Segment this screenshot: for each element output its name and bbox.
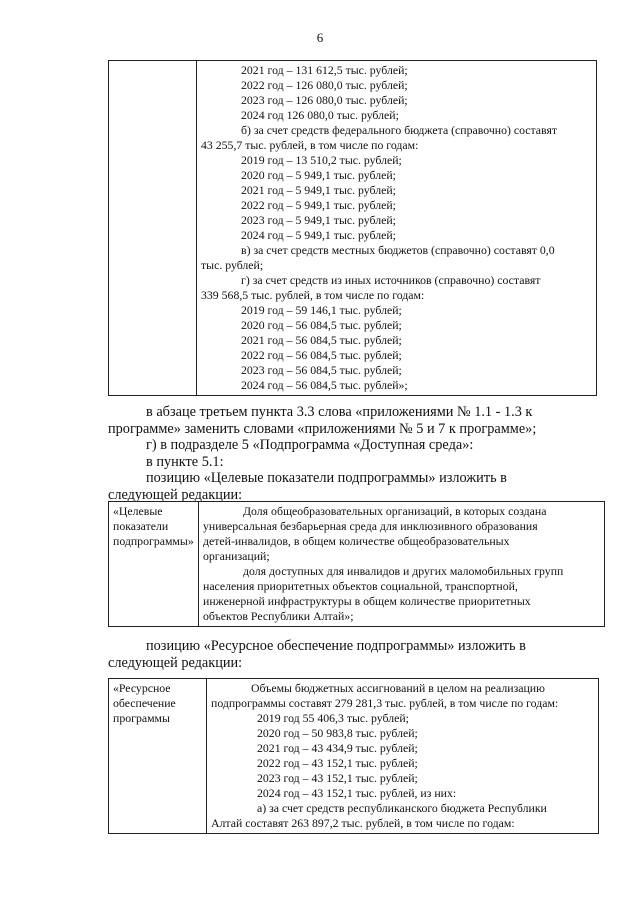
table-line: 2024 год 126 080,0 тыс. рублей; — [241, 108, 399, 122]
target-indicators-table — [108, 501, 605, 627]
table-line: 2019 год 55 406,3 тыс. рублей; — [257, 711, 409, 725]
table-line: доля доступных для инвалидов и других маломобильных групп — [243, 564, 564, 578]
table-line: а) за счет средств республиканского бюджета Республики — [257, 801, 547, 815]
table-line: г) за счет средств из иных источников (справочно) составят — [241, 273, 541, 287]
resource-provision-table — [108, 678, 599, 834]
table-line: программы — [113, 711, 170, 725]
table-line: «Ресурсное — [113, 681, 171, 695]
paragraph-line: следующей редакции: — [108, 486, 243, 503]
table-line: 2021 год – 131 612,5 тыс. рублей; — [241, 63, 408, 77]
table-line: инженерной инфраструктуры в общем количестве приоритетных — [203, 594, 531, 608]
table-line: 43 255,7 тыс. рублей, в том числе по годам: — [201, 138, 419, 152]
table-left-cell — [109, 679, 207, 834]
amendment-paragraphs-2 — [108, 638, 598, 671]
table-line: 2023 год – 56 084,5 тыс. рублей; — [241, 363, 402, 377]
table-left-cell — [109, 61, 197, 396]
table-line: 2019 год – 13 510,2 тыс. рублей; — [241, 153, 402, 167]
paragraph-line: позицию «Ресурсное обеспечение подпрограммы» изложить в — [146, 638, 526, 654]
table-line: 2022 год – 43 152,1 тыс. рублей; — [257, 756, 418, 770]
table-line: 2023 год – 126 080,0 тыс. рублей; — [241, 93, 408, 107]
paragraph-line: г) в подразделе 5 «Подпрограмма «Доступная среда»: — [146, 437, 474, 453]
table-line: 339 568,5 тыс. рублей, в том числе по годам: — [201, 288, 425, 302]
table-right-cell — [207, 679, 599, 834]
table-right-cell — [199, 502, 605, 627]
table-line: населения приоритетных объектов социальной, транспортной, — [203, 579, 518, 593]
table-left-cell — [109, 502, 199, 627]
table-line: Объемы бюджетных ассигнований в целом на реализацию — [251, 681, 545, 695]
amendment-paragraphs — [108, 404, 598, 503]
table-line: «Целевые — [113, 504, 163, 518]
table-line: б) за счет средств федерального бюджета (справочно) составят — [241, 123, 558, 137]
table-line: 2021 год – 56 084,5 тыс. рублей; — [241, 333, 402, 347]
paragraph-line: позицию «Целевые показатели подпрограммы» изложить в — [146, 470, 507, 486]
table-line: подпрограммы составят 279 281,3 тыс. рублей, в том числе по годам: — [211, 696, 559, 710]
paragraph-line: в пункте 5.1: — [146, 453, 224, 470]
table-line: 2022 год – 5 949,1 тыс. рублей; — [241, 198, 396, 212]
paragraph-line: следующей редакции: — [108, 654, 243, 671]
table-line: универсальная безбарьерная среда для инклюзивного образования — [203, 519, 538, 533]
page-number: 6 — [316, 30, 324, 45]
table-line: 2022 год – 126 080,0 тыс. рублей; — [241, 78, 408, 92]
table-right-cell — [197, 61, 597, 396]
table-line: 2020 год – 56 084,5 тыс. рублей; — [241, 318, 402, 332]
table-line: объектов Республики Алтай»; — [203, 609, 354, 623]
table-line: Доля общеобразовательных организаций, в которых создана — [243, 504, 547, 518]
funding-table-continuation — [108, 60, 597, 396]
table-line: 2024 год – 56 084,5 тыс. рублей»; — [241, 378, 408, 392]
table-line: обеспечение — [113, 696, 176, 710]
table-line: 2023 год – 5 949,1 тыс. рублей; — [241, 213, 396, 227]
table-line: 2024 год – 5 949,1 тыс. рублей; — [241, 228, 396, 242]
table-line: 2020 год – 5 949,1 тыс. рублей; — [241, 168, 396, 182]
table-line: организаций; — [203, 549, 270, 563]
table-line: тыс. рублей; — [201, 258, 264, 272]
table-line: показатели — [113, 519, 169, 533]
paragraph-line: в абзаце третьем пункта 3.3 слова «приложениями № 1.1 - 1.3 к — [146, 404, 533, 420]
table-line: в) за счет средств местных бюджетов (справочно) составят 0,0 — [241, 243, 555, 257]
paragraph-line: программе» заменить словами «приложениями № 5 и 7 к программе»; — [108, 420, 537, 437]
table-line: 2020 год – 50 983,8 тыс. рублей; — [257, 726, 418, 740]
table-line: детей-инвалидов, в общем количестве общеобразовательных — [203, 534, 510, 548]
table-line: подпрограммы» — [113, 534, 194, 548]
table-line: Алтай составят 263 897,2 тыс. рублей, в том числе по годам: — [211, 816, 515, 830]
table-line: 2024 год – 43 152,1 тыс. рублей, из них: — [257, 786, 457, 800]
table-line: 2019 год – 59 146,1 тыс. рублей; — [241, 303, 402, 317]
table-line: 2023 год – 43 152,1 тыс. рублей; — [257, 771, 418, 785]
table-line: 2021 год – 5 949,1 тыс. рублей; — [241, 183, 396, 197]
table-line: 2022 год – 56 084,5 тыс. рублей; — [241, 348, 402, 362]
table-line: 2021 год – 43 434,9 тыс. рублей; — [257, 741, 418, 755]
